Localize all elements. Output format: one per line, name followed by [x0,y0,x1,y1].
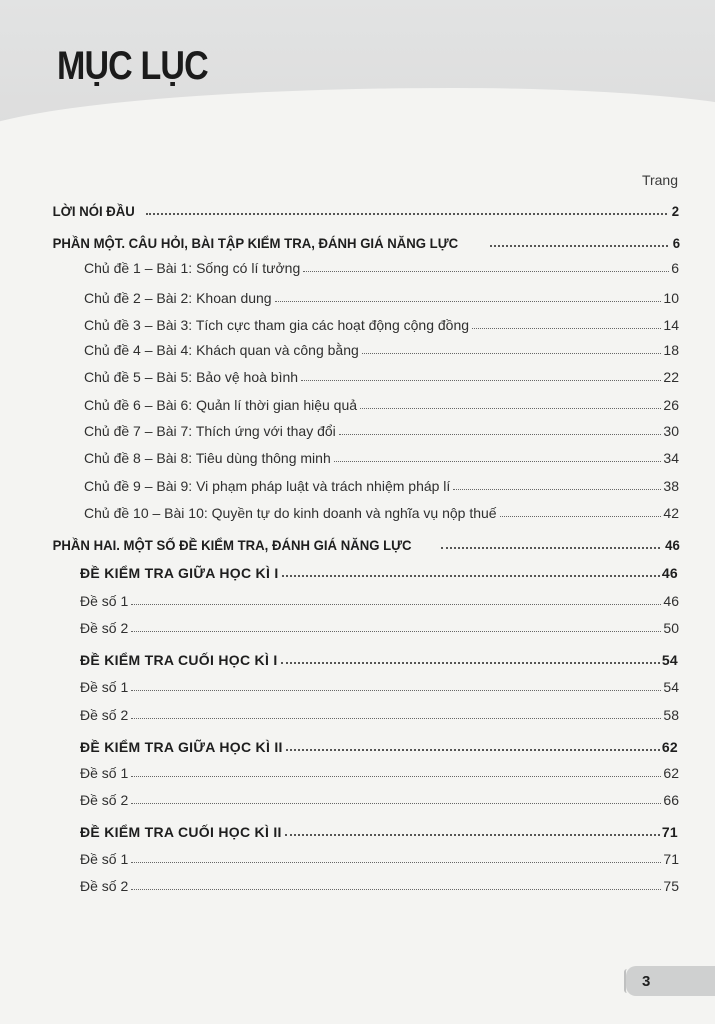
toc-entry-foreword[interactable] [0,197,715,219]
toc-entry-label: PHẦN MỘT. CÂU HỎI, BÀI TẬP KIỂM TRA, ĐÁNH GIÁ NĂNG LỰC [52,235,459,251]
toc-leader [285,834,660,836]
toc-entry-label: Đề số 1 [80,765,129,781]
toc-entry-label: Chủ đề 2 – Bài 2: Khoan dung [84,290,272,306]
toc-page-number: 22 [663,369,679,385]
toc-leader [131,631,661,632]
toc-entry-exam[interactable] [0,614,715,636]
toc-page-number: 38 [663,478,679,494]
toc-leader [146,213,667,215]
toc-leader [131,718,661,719]
toc-entry-part-two[interactable] [0,531,715,553]
toc-entry-label: ĐỀ KIỂM TRA CUỐI HỌC KÌ II [80,824,282,840]
toc-page-number: 58 [663,707,679,723]
toc-entry-label: Chủ đề 6 – Bài 6: Quản lí thời gian hiệu quả [84,397,358,413]
toc-entry-topic-4[interactable] [0,336,715,358]
toc-entry-topic-8[interactable] [0,444,715,466]
toc-entry-label: Đề số 2 [80,707,129,723]
toc-leader [275,301,662,302]
toc-page-number: 18 [663,342,679,358]
page-title: MỤC LỤC [57,44,208,88]
toc-leader [339,434,662,435]
toc-entry-label: Đề số 2 [80,878,129,894]
toc-entry-label: LỜI NÓI ĐẦU [52,203,135,219]
toc-entry-label: ĐỀ KIỂM TRA GIỮA HỌC KÌ I [80,565,279,581]
toc-entry-exam[interactable] [0,845,715,867]
toc-entry-label: Đề số 2 [80,620,129,636]
toc-leader [281,662,660,664]
toc-leader [490,245,668,247]
toc-leader [131,862,661,863]
toc-entry-label: Chủ đề 5 – Bài 5: Bảo vệ hoà bình [84,369,299,385]
toc-page-number: 10 [663,290,679,306]
toc-page-number: 46 [665,537,681,553]
toc-leader [453,489,661,490]
toc-entry-topic-3[interactable] [0,311,715,333]
toc-entry-exam[interactable] [0,673,715,695]
toc-entry-label: Chủ đề 1 – Bài 1: Sống có lí tưởng [84,260,301,276]
toc-entry-part-one[interactable] [0,229,715,251]
toc-entry-label: Đề số 1 [80,851,129,867]
toc-entry-label: Chủ đề 8 – Bài 8: Tiêu dùng thông minh [84,450,331,466]
toc-entry-label: ĐỀ KIỂM TRA CUỐI HỌC KÌ I [80,652,278,668]
toc-entry-midterm-1[interactable] [0,559,715,581]
toc-entry-topic-2[interactable] [0,284,715,306]
toc-entry-label: Đề số 1 [80,593,129,609]
toc-page-number: 50 [663,620,679,636]
toc-page-number: 34 [663,450,679,466]
toc-entry-exam[interactable] [0,872,715,894]
toc-entry-topic-1[interactable] [0,254,715,276]
toc-leader [131,889,661,890]
toc-entry-exam[interactable] [0,759,715,781]
toc-leader [282,575,660,577]
toc-page-number: 2 [671,203,680,219]
toc-entry-topic-10[interactable] [0,499,715,521]
toc-leader [301,380,661,381]
toc-page-number: 42 [663,505,679,521]
toc-page-number: 66 [663,792,679,808]
toc-entry-label: ĐỀ KIỂM TRA GIỮA HỌC KÌ II [80,739,283,755]
toc-entry-midterm-2[interactable] [0,733,715,755]
toc-leader [500,516,662,517]
toc-entry-topic-6[interactable] [0,391,715,413]
toc-page-number: 30 [663,423,679,439]
toc-page-number: 6 [672,235,681,251]
toc-page-number: 6 [671,260,679,276]
toc-entry-topic-7[interactable] [0,417,715,439]
toc-entry-exam[interactable] [0,786,715,808]
toc-entry-label: Đề số 1 [80,679,129,695]
page-number-tab [626,966,715,996]
toc-page-number: 75 [663,878,679,894]
toc-entry-label: Chủ đề 3 – Bài 3: Tích cực tham gia các hoạt động cộng đồng [84,317,470,333]
toc-entry-topic-5[interactable] [0,363,715,385]
page-column-label: Trang [641,172,678,188]
toc-entry-final-2[interactable] [0,818,715,840]
toc-entry-label: Chủ đề 10 – Bài 10: Quyền tự do kinh doanh và nghĩa vụ nộp thuế [84,505,497,521]
toc-leader [362,353,662,354]
toc-entry-topic-9[interactable] [0,472,715,494]
toc-entry-label: PHẦN HAI. MỘT SỐ ĐỀ KIỂM TRA, ĐÁNH GIÁ NĂNG LỰC [52,537,412,553]
toc-entry-label: Chủ đề 9 – Bài 9: Vi phạm pháp luật và trách nhiệm pháp lí [84,478,451,494]
toc-page-number: 46 [661,565,678,581]
toc-leader [303,271,669,272]
toc-entry-label: Đề số 2 [80,792,129,808]
toc-leader [441,547,661,549]
toc-leader [360,408,661,409]
toc-leader [131,604,661,605]
toc-page-number: 14 [663,317,679,333]
page-number: 3 [642,972,651,990]
toc-page-number: 54 [661,652,678,668]
header-curve [0,88,715,198]
toc-leader [131,776,661,777]
toc-page-number: 54 [663,679,679,695]
toc-entry-exam[interactable] [0,587,715,609]
toc-page-number: 71 [661,824,678,840]
toc-leader [131,803,661,804]
toc-entry-label: Chủ đề 4 – Bài 4: Khách quan và công bằng [84,342,359,358]
toc-page-number: 62 [661,739,678,755]
toc-page-number: 71 [663,851,679,867]
toc-leader [131,690,661,691]
toc-entry-final-1[interactable] [0,646,715,668]
toc-page-number: 46 [663,593,679,609]
toc-entry-exam[interactable] [0,701,715,723]
toc-entry-label: Chủ đề 7 – Bài 7: Thích ứng với thay đổi [84,423,336,439]
toc-leader [472,328,661,329]
toc-page-number: 62 [663,765,679,781]
toc-leader [286,749,660,751]
toc-leader [334,461,662,462]
toc-page-number: 26 [663,397,679,413]
